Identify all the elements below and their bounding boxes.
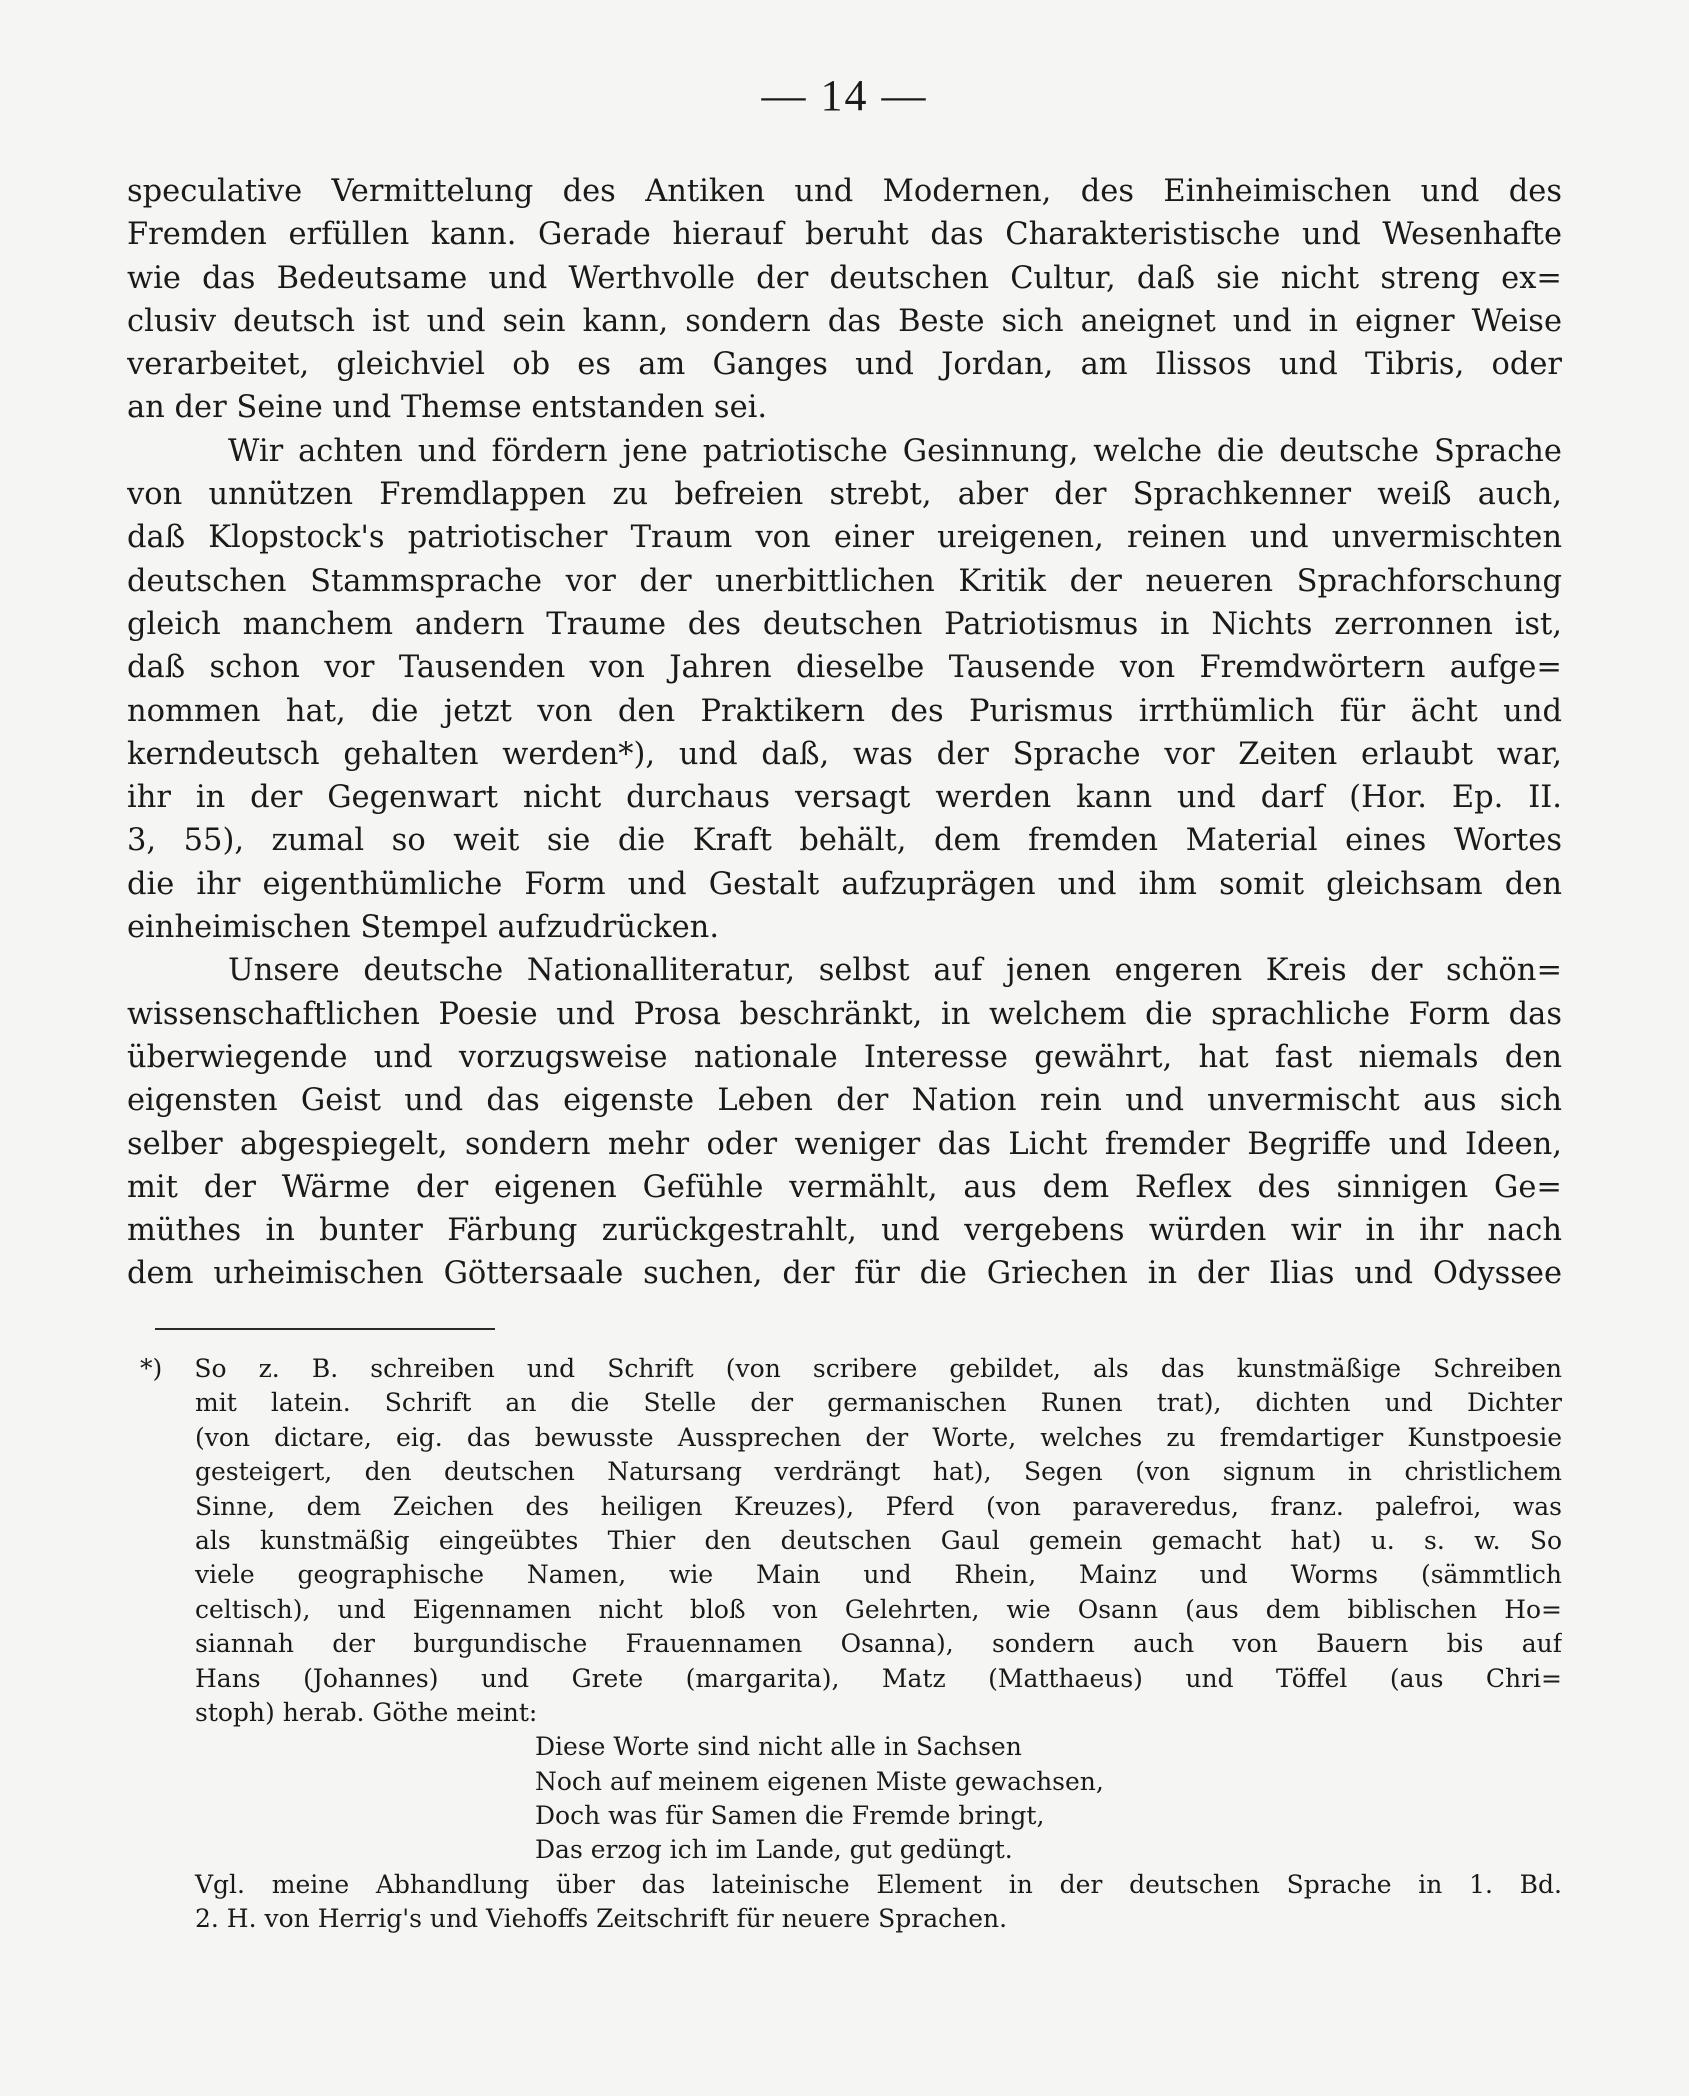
text-line: wie das Bedeutsame und Werthvolle der deutschen Cultur, daß sie nicht streng ex= — [127, 260, 1562, 296]
footnote-line: mit latein. Schrift an die Stelle der germanischen Runen trat), dichten und Dichter — [195, 1388, 1562, 1418]
text-line: daß Klopstock's patriotischer Traum von einer ureigenen, reinen und unvermischten — [127, 520, 1562, 556]
text-line: kerndeutsch gehalten werden*), und daß, was der Sprache vor Zeiten erlaubt war, — [127, 736, 1562, 772]
verse-line: Noch auf meinem eigenen Miste gewachsen, — [535, 1766, 1104, 1796]
footnote-line: Sinne, dem Zeichen des heiligen Kreuzes), Pferd (von paraveredus, franz. palefroi, was — [195, 1491, 1562, 1521]
text-line: Unsere deutsche Nationalliteratur, selbst auf jenen engeren Kreis der schön= — [228, 953, 1562, 989]
verse-line: Diese Worte sind nicht alle in Sachsen — [535, 1732, 1022, 1762]
footnote-line: stoph) herab. Göthe meint: — [195, 1697, 538, 1727]
footnote-line: siannah der burgundische Frauennamen Osanna), sondern auch von Bauern bis auf — [195, 1629, 1562, 1659]
main-text-block — [127, 170, 1562, 1296]
text-line: wissenschaftlichen Poesie und Prosa beschränkt, in welchem die sprachliche Form das — [127, 996, 1562, 1032]
footnote-line: celtisch), und Eigennamen nicht bloß von Gelehrten, wie Osann (aus dem biblischen Ho= — [195, 1594, 1562, 1624]
text-line: selber abgespiegelt, sondern mehr oder weniger das Licht fremder Begriffe und Ideen, — [127, 1126, 1562, 1162]
text-line: eigensten Geist und das eigenste Leben der Nation rein und unvermischt aus sich — [127, 1083, 1562, 1119]
verse-line: Das erzog ich im Lande, gut gedüngt. — [535, 1835, 1013, 1865]
footnote-line: Hans (Johannes) und Grete (margarita), Matz (Matthaeus) und Töffel (aus Chri= — [195, 1663, 1562, 1693]
text-line: von unnützen Fremdlappen zu befreien strebt, aber der Sprachkenner weiß auch, — [127, 477, 1562, 513]
footnote-line: als kunstmäßig eingeübtes Thier den deutschen Gaul gemein gemacht hat) u. s. w. So — [195, 1525, 1562, 1555]
text-line: 3, 55), zumal so weit sie die Kraft behält, dem fremden Material eines Wortes — [127, 823, 1562, 859]
text-line: speculative Vermittelung des Antiken und Modernen, des Einheimischen und des — [127, 174, 1562, 209]
text-line: überwiegende und vorzugsweise nationale Interesse gewährt, hat fast niemals den — [127, 1039, 1562, 1075]
footnote-line: *) So z. B. schreiben und Schrift (von scribere gebildet, als das kunstmäßige Schreiben — [140, 1354, 1562, 1383]
text-line: clusiv deutsch ist und sein kann, sondern das Beste sich aneignet und in eigner Weise — [127, 303, 1562, 339]
footnote-line: (von dictare, eig. das bewusste Aussprechen der Worte, welches zu fremdartiger Kunstpoesie — [195, 1422, 1562, 1452]
footnote-block — [140, 1352, 1562, 1937]
text-line: nommen hat, die jetzt von den Praktikern des Purismus irrthümlich für ächt und — [127, 693, 1562, 729]
text-line: verarbeitet, gleichviel ob es am Ganges und Jordan, am Ilissos und Tibris, oder — [127, 347, 1562, 383]
text-line: mit der Wärme der eigenen Gefühle vermählt, aus dem Reflex des sinnigen Ge= — [127, 1169, 1562, 1205]
text-line: Wir achten und fördern jene patriotische Gesinnung, welche die deutsche Sprache — [228, 433, 1562, 469]
text-line: gleich manchem andern Traume des deutschen Patriotismus in Nichts zerronnen ist, — [127, 606, 1562, 642]
text-line: müthes in bunter Färbung zurückgestrahlt, und vergebens würden wir in ihr nach — [127, 1213, 1562, 1249]
text-line: die ihr eigenthümliche Form und Gestalt aufzuprägen und ihm somit gleichsam den — [127, 866, 1562, 902]
text-line: einheimischen Stempel aufzudrücken. — [127, 910, 720, 946]
footnote-divider — [155, 1328, 495, 1330]
footnote-line: viele geographische Namen, wie Main und Rhein, Mainz und Worms (sämmtlich — [195, 1560, 1562, 1590]
verse-line: Doch was für Samen die Fremde bringt, — [535, 1801, 1045, 1831]
text-line: daß schon vor Tausenden von Jahren dieselbe Tausende von Fremdwörtern aufge= — [127, 650, 1562, 686]
text-line: ihr in der Gegenwart nicht durchaus versagt werden kann und darf (Hor. Ep. II. — [127, 780, 1562, 816]
text-line: Fremden erfüllen kann. Gerade hierauf beruht das Charakteristische und Wesenhafte — [127, 217, 1562, 253]
page-number: — 14 — — [761, 71, 928, 120]
footnote-line: gesteigert, den deutschen Natursang verdrängt hat), Segen (von signum in christlichem — [195, 1457, 1562, 1487]
text-line: deutschen Stammsprache vor der unerbittlichen Kritik der neueren Sprachforschung — [127, 563, 1562, 599]
footnote-line: 2. H. von Herrig's und Viehoffs Zeitschrift für neuere Sprachen. — [195, 1904, 1008, 1934]
footnote-line: Vgl. meine Abhandlung über das lateinische Element in der deutschen Sprache in 1. Bd. — [195, 1869, 1562, 1899]
text-line: an der Seine und Themse entstanden sei. — [127, 390, 768, 426]
text-line: dem urheimischen Göttersaale suchen, der für die Griechen in der Ilias und Odyssee — [127, 1256, 1562, 1292]
